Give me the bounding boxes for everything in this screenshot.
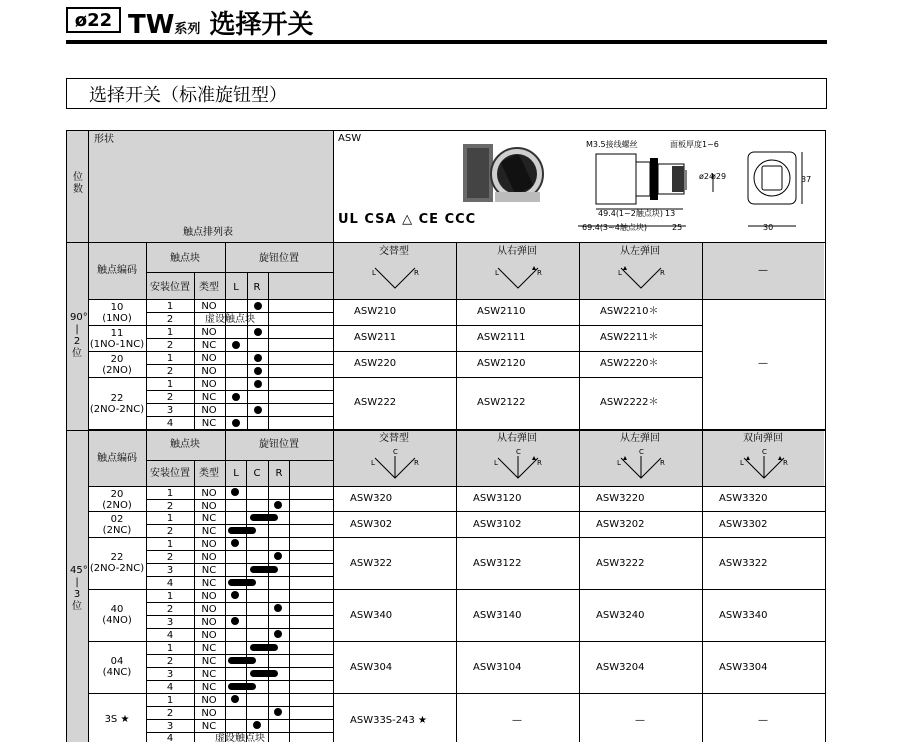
pos-cell: 1	[166, 695, 174, 706]
pos-cell: 2	[166, 501, 174, 512]
svg-text:R: R	[783, 459, 788, 467]
col-head-90-2: 从左弹回	[620, 246, 660, 257]
contact-bar	[250, 670, 278, 677]
dim-d29: ø29	[711, 172, 727, 181]
diagram-right-90	[492, 258, 544, 294]
svg-text:R: R	[414, 269, 419, 277]
contact-bar	[250, 644, 278, 651]
pos-cell: 2	[166, 314, 174, 325]
pos-cell: 1	[166, 353, 174, 364]
contact-block-header-45: 触点块	[170, 439, 200, 450]
pos-cell: 4	[166, 578, 174, 589]
model-90-0-2: ASW2210＊	[600, 306, 659, 317]
contact-dot	[231, 539, 239, 547]
svg-text:C: C	[762, 448, 767, 456]
model-45-2-3: ASW3322	[719, 558, 768, 569]
dim-panel: 面板厚度1~6	[670, 140, 719, 149]
svg-text:L: L	[618, 269, 622, 277]
type-header-90: 类型	[199, 282, 219, 293]
contact-bar	[228, 579, 256, 586]
contact-dot	[274, 630, 282, 638]
contact-dot	[274, 552, 282, 560]
model-45-5-1: —	[512, 715, 522, 726]
pos-cell: 4	[166, 630, 174, 641]
contact-arrangement-label: 触点排列表	[183, 227, 233, 238]
model-45-2-0: ASW322	[350, 558, 393, 569]
contact-dot	[232, 419, 240, 427]
type-cell: NC	[201, 578, 217, 589]
svg-text:L: L	[617, 459, 621, 467]
contact-bar	[228, 683, 256, 690]
type-cell: NC	[201, 656, 217, 667]
model-45-4-0: ASW304	[350, 662, 393, 673]
code-90-3: 22 (2NO-2NC)	[89, 393, 145, 415]
pos-cell: 2	[166, 708, 174, 719]
contact-dot	[254, 354, 262, 362]
dim-25: 25	[672, 223, 683, 232]
pos-cell: 4	[166, 682, 174, 693]
code-90-2: 20 (2NO)	[102, 354, 132, 376]
header-rule	[66, 40, 827, 44]
svg-text:C: C	[516, 448, 521, 456]
col-head-90-3: —	[758, 265, 768, 276]
model-45-5-0: ASW33S-243 ★	[350, 715, 427, 726]
diameter-badge: ø22	[66, 7, 121, 33]
contact-dot	[274, 501, 282, 509]
dim-l2: 69.4(3~4触点块)	[582, 223, 647, 232]
contact-dot	[231, 488, 239, 496]
pos-cell: 1	[166, 539, 174, 550]
diagram-right-45	[492, 446, 544, 484]
model-45-0-0: ASW320	[350, 493, 393, 504]
col-head-90-0: 交替型	[379, 246, 409, 257]
diagram-alt-45	[369, 446, 421, 484]
svg-text:R: R	[414, 459, 419, 467]
model-45-3-2: ASW3240	[596, 610, 645, 621]
model-90-1-2: ASW2211＊	[600, 332, 659, 343]
type-cell: NO	[201, 366, 217, 377]
type-cell: NO	[201, 405, 217, 416]
knob-position-header-90: 旋钮位置	[259, 253, 299, 264]
shape-header-bg	[88, 130, 333, 242]
contact-dot	[274, 708, 282, 716]
pos-cell: 3	[166, 617, 174, 628]
side-label-90: 90° | 2 位	[70, 312, 88, 359]
col-head-45-2: 从左弹回	[620, 433, 660, 444]
contact-bar	[250, 566, 278, 573]
col-head-45-1: 从右弹回	[497, 433, 537, 444]
page-title	[128, 4, 314, 41]
pos-cell: 4	[166, 418, 174, 429]
model-90-3-0: ASW222	[354, 397, 397, 408]
col-head-45-0: 交替型	[379, 433, 409, 444]
model-90-0-0: ASW210	[354, 306, 397, 317]
type-cell: NC	[201, 526, 217, 537]
diagram-both-45	[738, 446, 790, 484]
svg-text:C: C	[639, 448, 644, 456]
dim-13: 13	[665, 209, 676, 218]
pos-cell: 1	[166, 591, 174, 602]
pos-cell: 1	[166, 301, 174, 312]
pos-cell: 2	[166, 604, 174, 615]
dim-30: 30	[763, 223, 774, 232]
pos-cell: 3	[166, 669, 174, 680]
type-cell: NO	[201, 353, 217, 364]
model-90-2-1: ASW2120	[477, 358, 526, 369]
model-45-4-3: ASW3304	[719, 662, 768, 673]
contact-dot	[231, 591, 239, 599]
contact-bar	[250, 514, 278, 521]
R-header-45: R	[275, 468, 283, 479]
contact-dot	[254, 328, 262, 336]
L-header-45: L	[233, 468, 239, 479]
series-name: TW	[128, 10, 175, 40]
svg-text:L: L	[372, 269, 376, 277]
C-header-45: C	[253, 468, 261, 479]
type-cell: NC	[201, 643, 217, 654]
contact-code-header-45: 触点编码	[97, 453, 137, 464]
pos-cell: 1	[166, 513, 174, 524]
model-45-3-1: ASW3140	[473, 610, 522, 621]
code-45-2: 22 (2NO-2NC)	[89, 552, 145, 574]
certification-marks: UL CSA △ CE CCC	[338, 212, 477, 227]
pos-cell: 2	[166, 552, 174, 563]
model-45-1-2: ASW3202	[596, 519, 645, 530]
model-45-4-2: ASW3204	[596, 662, 645, 673]
type-cell: NO	[201, 327, 217, 338]
contact-dot	[274, 604, 282, 612]
type-cell: NO	[201, 379, 217, 390]
model-90-1-1: ASW2111	[477, 332, 526, 343]
code-45-0: 20 (2NO)	[102, 489, 132, 511]
virtual-block: 虚设触点块	[215, 733, 265, 744]
diagram-alt-90	[369, 258, 421, 294]
model-45-5-2: —	[635, 715, 645, 726]
type-cell: NO	[201, 604, 217, 615]
type-cell: NC	[201, 669, 217, 680]
contact-bar	[228, 527, 256, 534]
svg-text:R: R	[660, 269, 665, 277]
type-cell: NC	[201, 565, 217, 576]
pos-cell: 2	[166, 340, 174, 351]
model-45-1-0: ASW302	[350, 519, 393, 530]
type-cell: NO	[201, 539, 217, 550]
contact-bar	[228, 657, 256, 664]
model-prefix: ASW	[338, 133, 362, 144]
pos-cell: 2	[166, 526, 174, 537]
code-90-0: 10 (1NO)	[102, 302, 132, 324]
contact-dot	[254, 302, 262, 310]
R-header-90: R	[253, 282, 261, 293]
type-cell: NO	[201, 501, 217, 512]
svg-text:L: L	[494, 459, 498, 467]
diagram-left-90	[615, 258, 667, 294]
svg-text:L: L	[495, 269, 499, 277]
pos-cell: 3	[166, 721, 174, 732]
model-45-4-1: ASW3104	[473, 662, 522, 673]
type-cell: NO	[201, 591, 217, 602]
type-cell: NO	[201, 301, 217, 312]
diagram-left-45	[615, 446, 667, 484]
svg-text:L: L	[740, 459, 744, 467]
type-cell: NO	[201, 617, 217, 628]
type-cell: NO	[201, 488, 217, 499]
model-45-2-2: ASW3222	[596, 558, 645, 569]
type-cell: NC	[201, 418, 217, 429]
pos-cell: 3	[166, 405, 174, 416]
title-text: 选择开关	[209, 10, 314, 40]
pos-cell: 1	[166, 488, 174, 499]
dim-d24: ø24	[699, 172, 715, 181]
type-header-45: 类型	[199, 468, 219, 479]
model-90-2-0: ASW220	[354, 358, 397, 369]
type-cell: NC	[201, 721, 217, 732]
svg-text:L: L	[371, 459, 375, 467]
contact-dot	[254, 367, 262, 375]
section-title: 选择开关（标准旋钮型）	[66, 78, 827, 109]
code-45-5: 3S ★	[104, 714, 130, 725]
type-cell: NO	[201, 552, 217, 563]
pos-cell: 3	[166, 565, 174, 576]
position-count-label: 位数	[73, 172, 83, 195]
type-cell: NC	[201, 682, 217, 693]
svg-text:R: R	[537, 269, 542, 277]
model-90-3-1: ASW2122	[477, 397, 526, 408]
product-photo	[455, 132, 565, 217]
virtual-block: 虚设触点块	[205, 314, 255, 325]
model-90-3-2: ASW2222＊	[600, 397, 659, 408]
pos-cell: 2	[166, 392, 174, 403]
dim-37: 37	[801, 175, 812, 184]
pos-cell: 1	[166, 643, 174, 654]
model-45-0-2: ASW3220	[596, 493, 645, 504]
contact-dot	[253, 721, 261, 729]
pos-cell: 2	[166, 656, 174, 667]
model-45-3-0: ASW340	[350, 610, 393, 621]
series-suffix: 系列	[174, 22, 201, 37]
model-45-1-1: ASW3102	[473, 519, 522, 530]
shape-label: 形状	[94, 134, 114, 145]
contact-dot	[231, 695, 239, 703]
code-45-4: 04 (4NC)	[102, 656, 132, 678]
install-pos-header-45: 安装位置	[150, 468, 190, 479]
pos-cell: 1	[166, 327, 174, 338]
contact-dot	[231, 617, 239, 625]
model-45-0-1: ASW3120	[473, 493, 522, 504]
contact-dot	[232, 393, 240, 401]
svg-text:C: C	[393, 448, 398, 456]
knob-position-header-45: 旋钮位置	[259, 439, 299, 450]
model-90-2-2: ASW2220＊	[600, 358, 659, 369]
contact-block-header-90: 触点块	[170, 253, 200, 264]
model-90-0-1: ASW2110	[477, 306, 526, 317]
model-90-1-0: ASW211	[354, 332, 397, 343]
model-45-3-3: ASW3340	[719, 610, 768, 621]
col-head-90-1: 从右弹回	[497, 246, 537, 257]
dim-screw: M3.5接线螺丝	[586, 140, 638, 149]
model-45-5-3: —	[758, 715, 768, 726]
type-cell: NO	[201, 630, 217, 641]
side-label-45: 45° | 3 位	[70, 565, 88, 612]
svg-text:R: R	[537, 459, 542, 467]
type-cell: NO	[201, 708, 217, 719]
type-cell: NC	[201, 392, 217, 403]
pos-cell: 4	[166, 733, 174, 744]
contact-dot	[254, 380, 262, 388]
type-cell: NC	[201, 513, 217, 524]
model-45-0-3: ASW3320	[719, 493, 768, 504]
type-cell: NC	[201, 340, 217, 351]
code-45-3: 40 (4NO)	[102, 604, 132, 626]
code-45-1: 02 (2NC)	[102, 514, 132, 536]
contact-dot	[254, 406, 262, 414]
contact-dot	[232, 341, 240, 349]
pos-cell: 1	[166, 379, 174, 390]
L-header-90: L	[233, 282, 239, 293]
contact-code-header-90: 触点编码	[97, 265, 137, 276]
pos-cell: 2	[166, 366, 174, 377]
code-90-1: 11 (1NO-1NC)	[89, 328, 145, 350]
model-45-1-3: ASW3302	[719, 519, 768, 530]
model-45-2-1: ASW3122	[473, 558, 522, 569]
type-cell: NO	[201, 695, 217, 706]
svg-text:R: R	[660, 459, 665, 467]
left-gray-column	[66, 130, 88, 742]
col-head-45-3: 双向弹回	[743, 433, 783, 444]
blank-col-90: —	[758, 358, 768, 369]
install-pos-header-90: 安装位置	[150, 282, 190, 293]
dim-l1: 49.4(1~2触点块)	[598, 209, 663, 218]
